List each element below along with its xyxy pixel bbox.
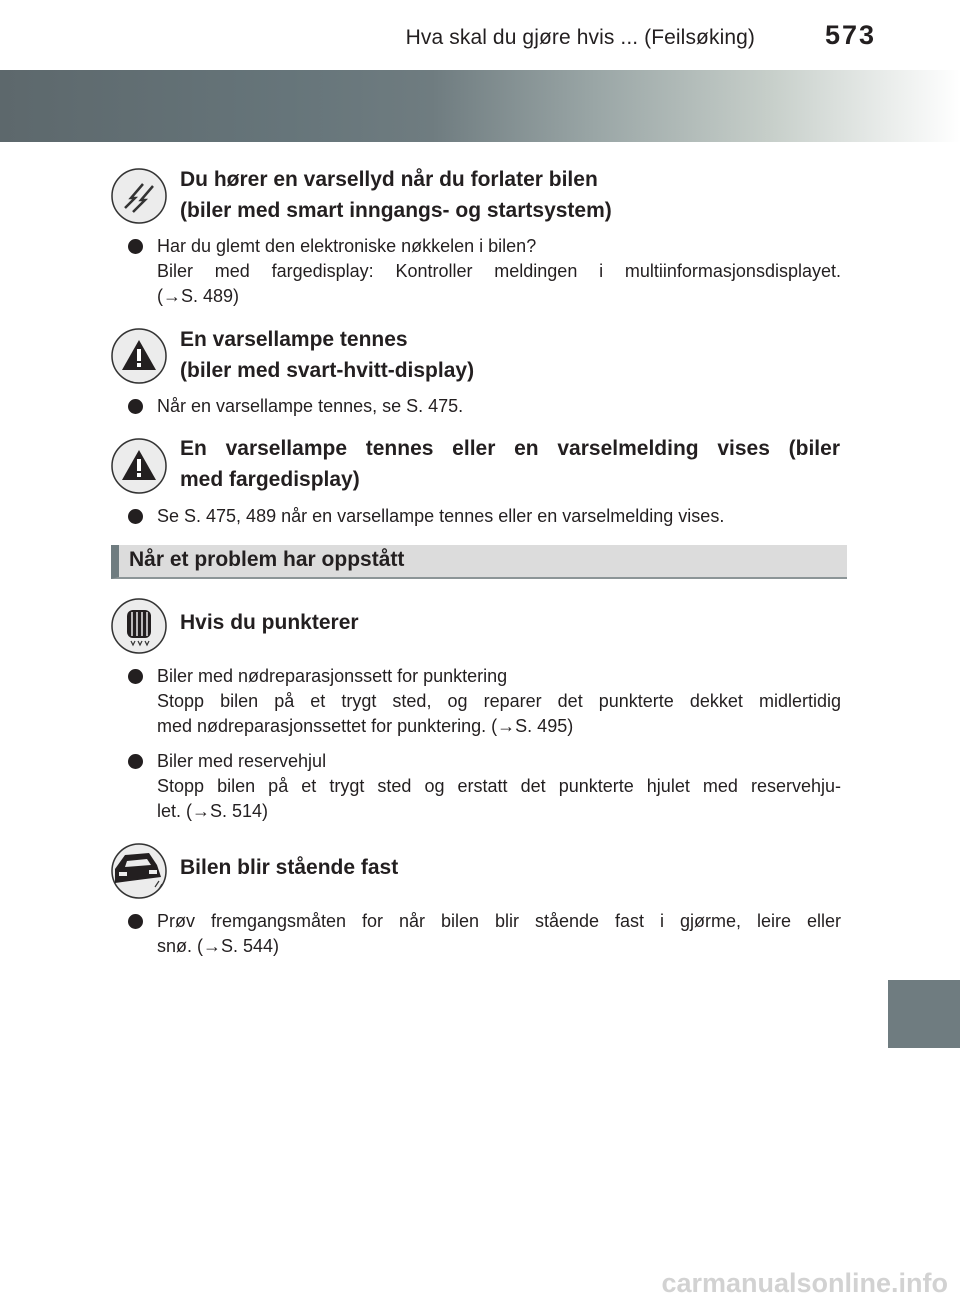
list-item-text: let. (→S. 514)	[157, 801, 269, 821]
list-item-text: med nødreparasjonssettet for punktering. (→S. 495)	[157, 716, 574, 736]
bullet-dot	[128, 509, 143, 524]
list-item-text: Stopp bilen på et trygt sted og erstatt det punkterte hjulet med reservehju-	[157, 776, 841, 796]
warning-sound-icon	[111, 168, 167, 224]
section-heading-line: (biler med smart inngangs- og startsystem)	[180, 199, 612, 222]
page-number: 573	[824, 20, 876, 50]
section-heading-flat-tire	[180, 607, 840, 638]
watermark: carmanualsonline.info	[661, 1268, 948, 1298]
section-heading-line: En varsellampe tennes eller en varselmelding vises (biler	[180, 437, 840, 460]
section-heading-line: Du hører en varsellyd når du forlater bilen	[180, 168, 598, 191]
exclamation-icon	[111, 438, 167, 494]
exclamation-icon	[111, 328, 167, 384]
list-item-text: Biler med fargedisplay: Kontroller meldingen i multiinformasjonsdisplayet.	[157, 261, 841, 281]
list-item	[157, 664, 841, 739]
list-item-text: Stopp bilen på et trygt sted, og reparer det punkterte dekket midlertidig	[157, 691, 841, 711]
tire-icon	[111, 598, 167, 654]
stuck-car-icon	[111, 843, 167, 899]
list-item	[157, 394, 841, 419]
list-item-text: Når en varsellampe tennes, se S. 475.	[157, 396, 464, 416]
section-heading-line: (biler med svart-hvitt-display)	[180, 359, 475, 382]
list-item-text: Har du glemt den elektroniske nøkkelen i bilen?	[157, 236, 537, 256]
section-heading-line: med fargedisplay)	[180, 468, 360, 491]
list-item-text: Se S. 475, 489 når en varsellampe tennes eller en varselmelding vises.	[157, 506, 725, 526]
bullet-dot	[128, 669, 143, 684]
list-item	[157, 234, 841, 309]
list-item-text: Prøv fremgangsmåten for når bilen blir stående fast i gjørme, leire eller	[157, 911, 841, 931]
bullet-dot	[128, 239, 143, 254]
bullet-dot	[128, 754, 143, 769]
chapter-side-tab	[888, 980, 960, 1048]
section-heading-line: Bilen blir stående fast	[180, 856, 399, 879]
list-item	[157, 909, 841, 959]
section-heading-warning-message	[180, 433, 840, 495]
bullet-dot	[128, 914, 143, 929]
bullet-dot	[128, 399, 143, 414]
section-title-bar	[111, 545, 847, 579]
section-heading-warning-sound	[180, 164, 840, 226]
section-heading-warning-lamp	[180, 324, 840, 386]
list-item	[157, 504, 841, 529]
running-header-title: Hva skal du gjøre hvis ... (Feilsøking)	[405, 26, 755, 49]
section-heading-stuck-vehicle	[180, 852, 840, 883]
section-title: Når et problem har oppstått	[129, 548, 405, 571]
section-heading-line: Hvis du punkterer	[180, 611, 359, 634]
list-item-text: Biler med nødreparasjonssett for punktering	[157, 666, 508, 686]
header-gradient-band	[0, 70, 960, 142]
list-item	[157, 749, 841, 824]
page-reference: (→S. 489)	[157, 286, 240, 306]
list-item-text: snø. (→S. 544)	[157, 936, 280, 956]
list-item-text: Biler med reservehjul	[157, 751, 327, 771]
section-heading-line: En varsellampe tennes	[180, 328, 408, 351]
